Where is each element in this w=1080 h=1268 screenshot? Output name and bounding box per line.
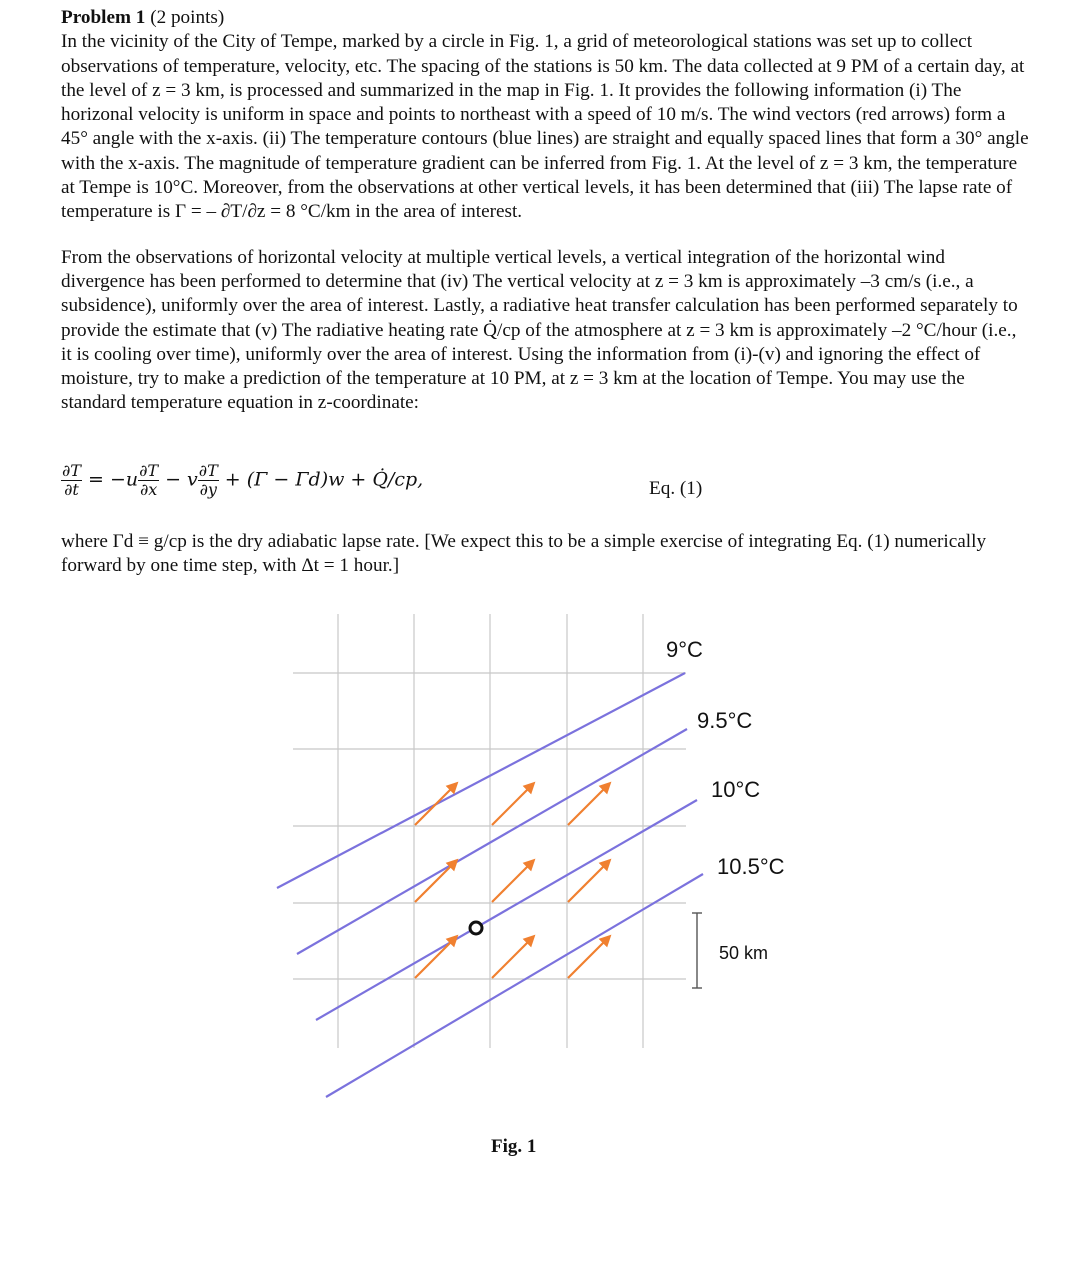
wind-arrow xyxy=(492,938,532,978)
contour-10-5C xyxy=(326,874,703,1097)
problem-title: Problem 1 xyxy=(61,7,146,28)
problem-paragraph-2: From the observations of horizontal velocity at multiple vertical levels, a vertical integration of the horizontal wind divergence has been performed to determine that (iv) The vertical velocity at z = 3 km is approximately –3 cm/s (i.e., a subsidence), uniformly over the area of interest. Lastly, a radiative heat transfer calculation has been performed separately to provide the estimate that (v) The radiative heating rate Q̇/cp of the atmosphere at z = 3 km is approximately –2 °C/hour (i.e., it is cooling over time), uniformly over the area of interest. Using the information from (i)-(v) and ignoring the effect of moisture, try to make a prediction of the temperature at 10 PM, at z = 3 km at the location of Tempe. You may use the standard temperature equation in z-coordinate: xyxy=(61,246,1018,414)
wind-arrow xyxy=(415,938,455,978)
scale-bar xyxy=(692,913,702,988)
dT-dy-denominator: ∂y xyxy=(199,480,217,499)
figure-caption: Fig. 1 xyxy=(491,1136,537,1157)
problem-points: (2 points) xyxy=(150,7,225,28)
tempe-location-marker xyxy=(470,922,482,934)
wind-arrow xyxy=(568,938,608,978)
wind-arrow xyxy=(415,785,455,825)
equation-label: Eq. (1) xyxy=(649,478,703,499)
wind-arrow xyxy=(492,785,532,825)
dT-dy-numerator: ∂T xyxy=(198,461,218,480)
eq-minus-u: = −u xyxy=(81,468,139,491)
station-grid xyxy=(293,614,686,1048)
dT-dx-numerator: ∂T xyxy=(139,461,159,480)
wind-arrow xyxy=(568,862,608,902)
eq-rest: + (Γ − Γd)w + Q̇/cp, xyxy=(218,468,424,491)
dT-dt-denominator: ∂t xyxy=(64,480,79,499)
dT-dt-numerator: ∂T xyxy=(62,461,81,480)
contour-label-9-5C: 9.5°C xyxy=(697,708,753,733)
dT-dx-denominator: ∂x xyxy=(139,480,158,499)
contour-label-10-5C: 10.5°C xyxy=(717,854,785,879)
wind-arrow xyxy=(492,862,532,902)
wind-arrow xyxy=(568,785,608,825)
problem-paragraph-1: In the vicinity of the City of Tempe, marked by a circle in Fig. 1, a grid of meteorological stations was set up to collect observations of temperature, velocity, etc. The spacing of the stations is 50 km. The data collected at 9 PM of a certain day, at the level of z = 3 km, is processed and summarized in the map in Fig. 1. It provides the following information (i) The horizonal velocity is uniform in space and points to northeast with a speed of 10 m/s. The wind vectors (red arrows) form a 45° angle with the x-axis. (ii) The temperature contours (blue lines) are straight and equally spaced lines that form a 30° angle with the x-axis. The magnitude of temperature gradient can be inferred from Fig. 1. At the level of z = 3 km, the temperature at Tempe is 10°C. Moreover, from the observations at other vertical levels, it has been determined that (iii) The lapse rate of temperature is Γ = – ∂T/∂z = 8 °C/km in the area of interest. xyxy=(61,31,1029,223)
contour-label-10C: 10°C xyxy=(711,777,761,802)
scale-label: 50 km xyxy=(719,943,769,963)
contour-9-5C xyxy=(297,729,687,954)
wind-vectors xyxy=(415,785,608,978)
where-text: where Γd ≡ g/cp is the dry adiabatic lapse rate. [We expect this to be a simple exercise of integrating Eq. (1) numerically forward by one time step, with Δt = 1 hour.] xyxy=(61,531,987,577)
eq-minus-v: − v xyxy=(159,468,198,491)
contour-label-9C: 9°C xyxy=(666,637,703,662)
